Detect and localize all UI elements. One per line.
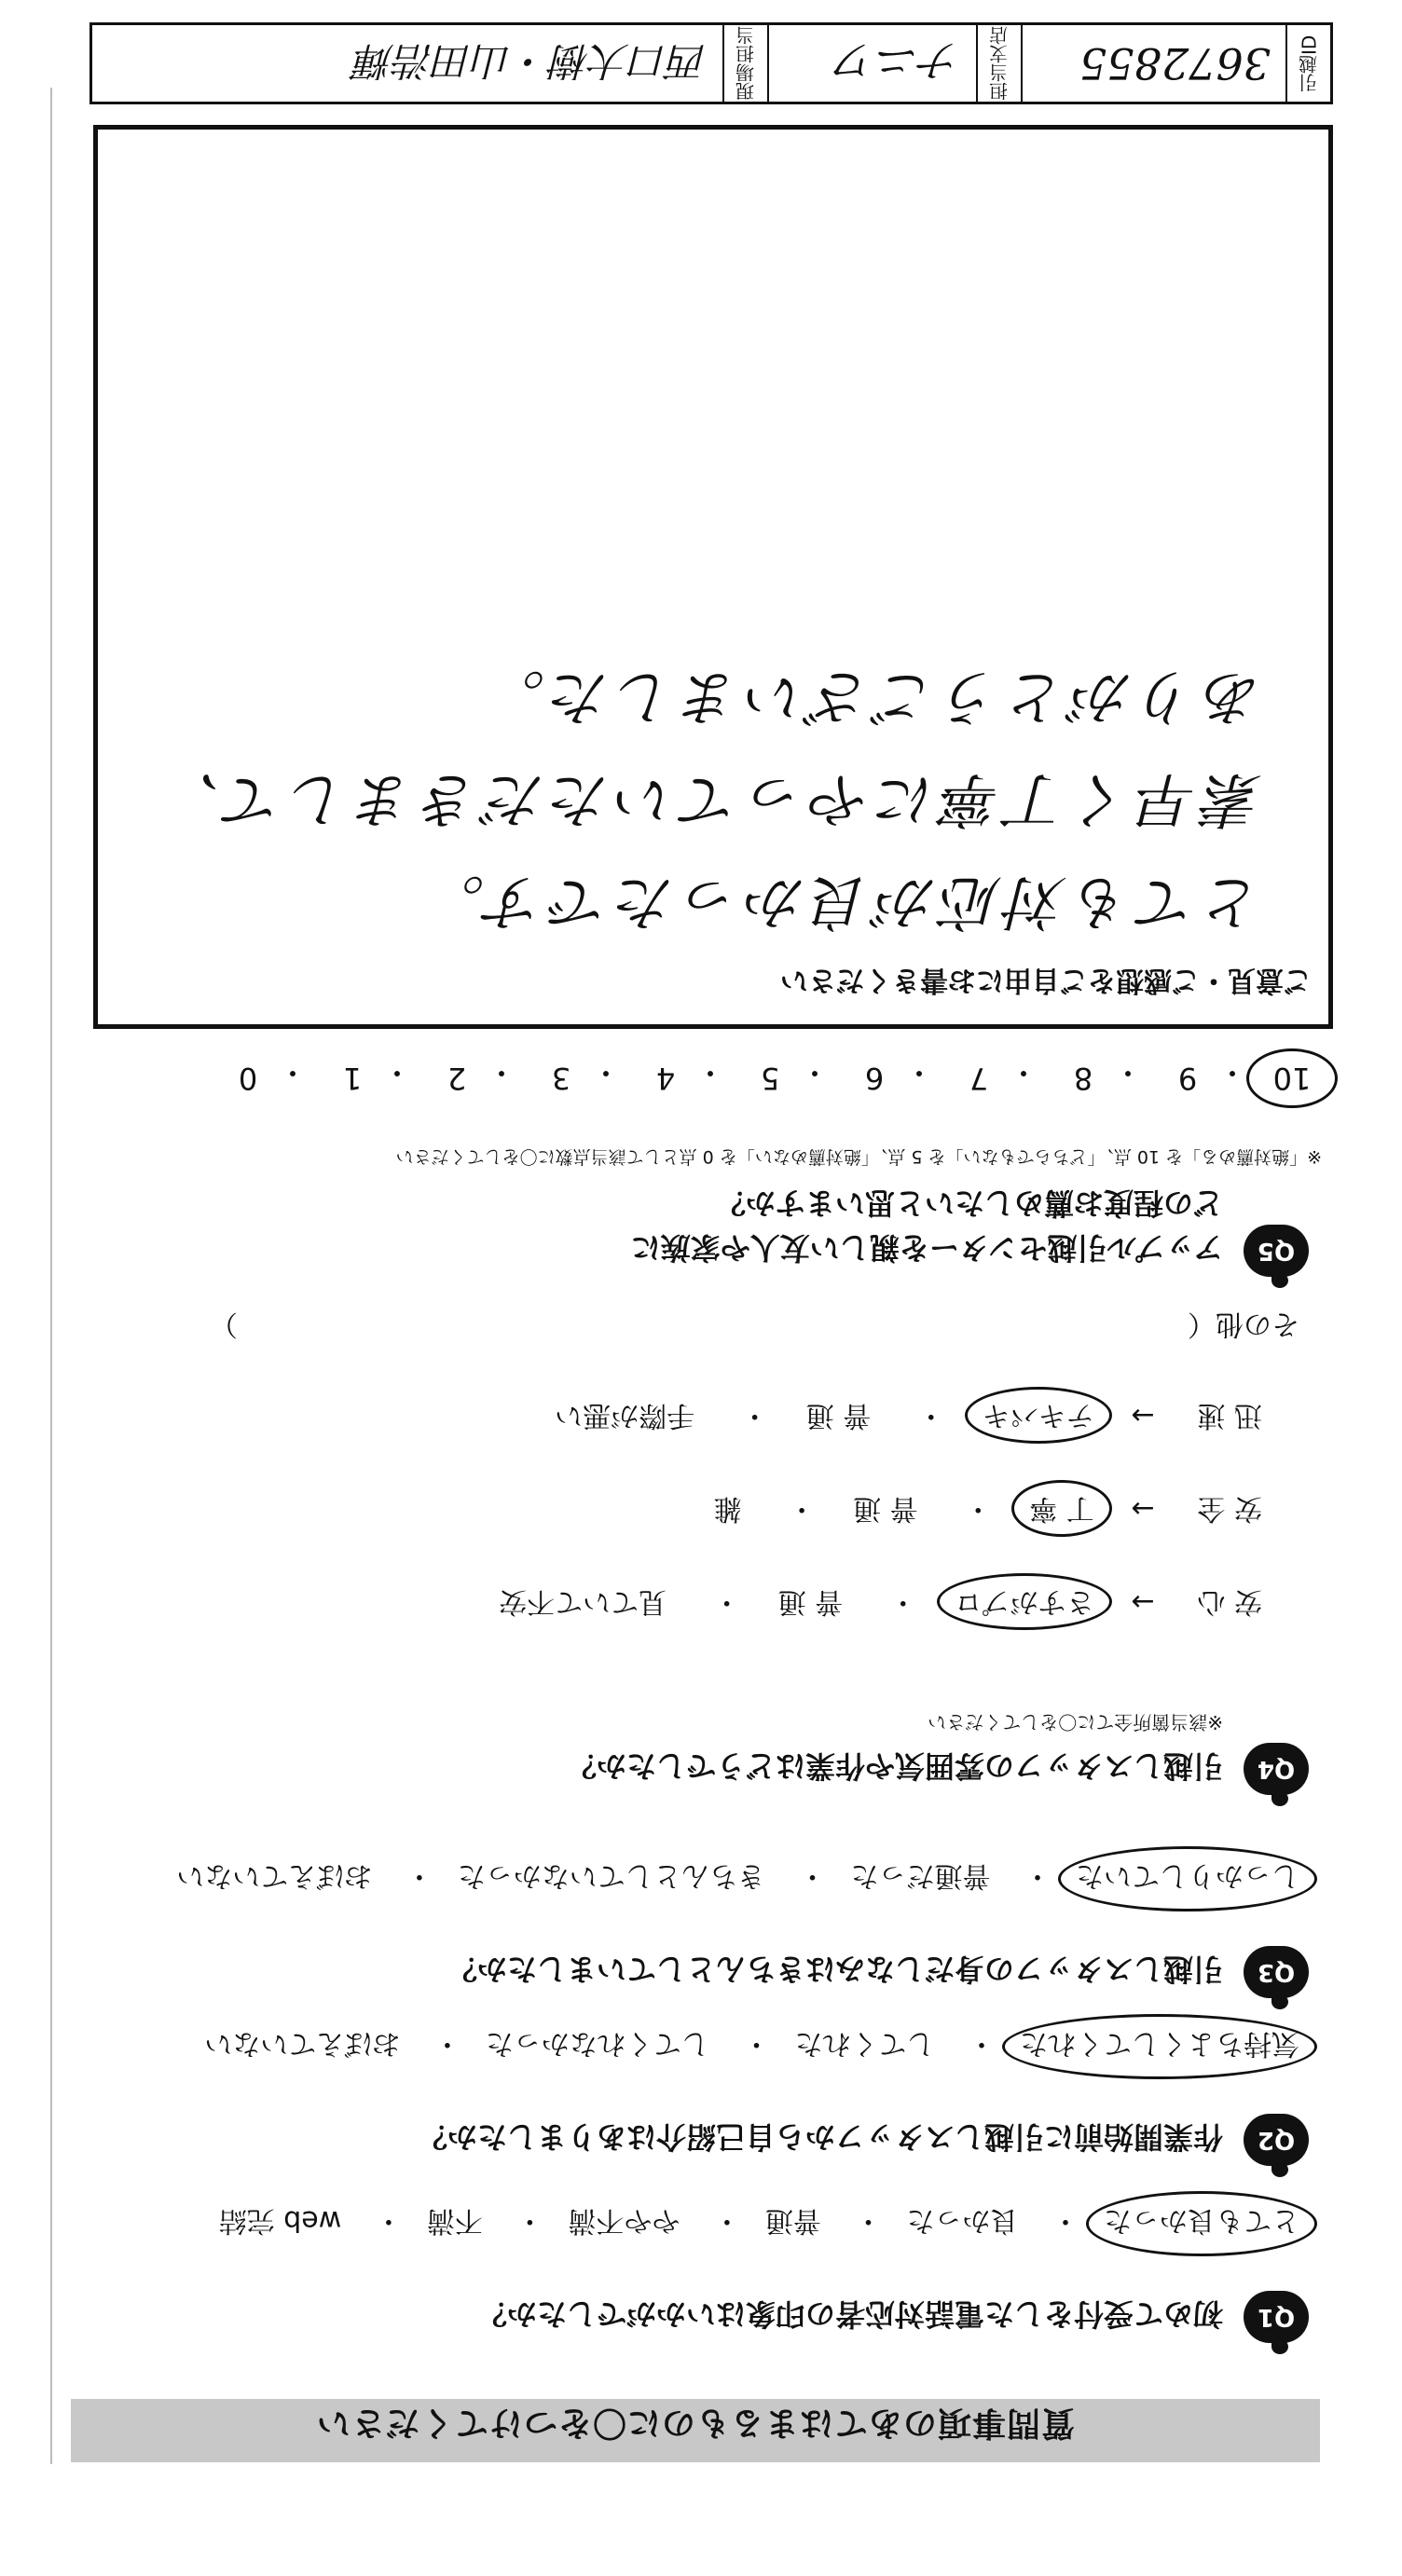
score-option[interactable]: 1 — [342, 1061, 363, 1096]
branch-cell — [767, 25, 1021, 102]
q4-row-label: 安 心 — [1197, 1585, 1262, 1618]
q4-row-anshin: 安 心 → さすがプロ・ 普 通・ 見ていて不安 — [499, 1584, 1262, 1625]
q3-option[interactable]: おぼえていない — [176, 1859, 373, 1892]
q1-option[interactable]: 普通 — [764, 2204, 821, 2237]
move-id-cell — [1021, 25, 1330, 102]
comments-title: ご意見・ご感想をご自由にお書きください — [780, 964, 1312, 996]
q1-text: 初めて受付をした電話対応者の印象はいかがでしたか？ — [476, 2296, 1223, 2332]
q1-option[interactable]: web 完結 — [218, 2204, 342, 2237]
score-option[interactable]: 4 — [655, 1061, 676, 1096]
staff-info-table — [89, 22, 1333, 104]
q4-row-option[interactable]: 普 通 — [805, 1399, 872, 1432]
supervisor-label: 現場担当 — [722, 25, 767, 102]
q1-option[interactable]: やや不満 — [568, 2204, 680, 2237]
instructions-banner — [71, 2399, 1320, 2462]
q2-options: 気持ちよくしてくれた・ してくれた・ してくれなかった・ おぼえていない — [204, 2026, 1299, 2067]
score-option[interactable]: 2 — [447, 1061, 467, 1096]
q4-row-option[interactable]: 見ていて不安 — [499, 1585, 667, 1618]
q5-note: ※「絶対薦める」を 10 点、「どちらでもない」を 5 点、「絶対薦めない」を 0 点として該当点数に〇をしてください — [395, 1146, 1322, 1167]
q2-option[interactable]: おぼえていない — [204, 2027, 401, 2060]
score-option[interactable]: 8 — [1073, 1061, 1093, 1096]
score-10-selected[interactable]: 10 — [1246, 1048, 1338, 1108]
q4-row-option[interactable]: 普 通 — [853, 1492, 918, 1525]
q4-row-option-selected[interactable]: テキパキ — [965, 1387, 1112, 1444]
q1-option[interactable]: 良かった — [906, 2204, 1019, 2237]
page-edge — [50, 88, 52, 2464]
q4-row-label: 迅 速 — [1197, 1399, 1262, 1432]
score-option[interactable]: 3 — [551, 1061, 571, 1096]
q1-option-selected[interactable]: とても良かった — [1086, 2191, 1317, 2256]
q5-text-line1: アップル引越センターを親しい友人や家族に — [630, 1230, 1223, 1266]
q5-text-line2: どの程度お薦めしたいと思いますか？ — [715, 1185, 1223, 1221]
q4-other-close: ） — [209, 1308, 238, 1340]
q4-row-option-selected[interactable]: さすがプロ — [937, 1573, 1112, 1630]
q4-row-option[interactable]: 雑 — [713, 1492, 742, 1525]
q1-badge: Q1 — [1244, 2291, 1309, 2343]
supervisor-cell — [92, 25, 767, 102]
move-id-label: 引越ID — [1285, 25, 1330, 102]
arrow-icon: → — [1131, 1585, 1155, 1618]
q2-option[interactable]: してくれた — [794, 2027, 935, 2060]
q2-text: 作業開始前に引越しスタッフから自己紹介はありましたか？ — [417, 2119, 1223, 2155]
supervisor-value[interactable]: 西口大樹・山田浩輝 — [354, 38, 708, 84]
q2-badge: Q2 — [1244, 2114, 1309, 2166]
q1-options: とても良かった・ 良かった・ 普通・ やや不満・ 不満・ web 完結 — [219, 2203, 1299, 2244]
q3-option-selected[interactable]: しっかりしていた — [1058, 1846, 1317, 1911]
q4-other-label: その他（ — [1188, 1308, 1299, 1340]
q4-text: 引越しスタッフの雰囲気や作業はどうでしたか？ — [566, 1748, 1223, 1784]
instructions-text: 質問事項のあてはまるものに〇をつけてください — [316, 2404, 1076, 2442]
comment-line: ありがとうございました。 — [480, 662, 1263, 731]
q3-option[interactable]: 普通だった — [850, 1859, 991, 1892]
q1-option[interactable]: 不満 — [426, 2204, 483, 2237]
score-option[interactable]: 9 — [1177, 1061, 1198, 1096]
q4-badge: Q4 — [1244, 1743, 1309, 1795]
branch-value[interactable]: ナニワ — [833, 35, 961, 86]
q4-row-option[interactable]: 普 通 — [777, 1585, 844, 1618]
score-option[interactable]: 0 — [238, 1061, 258, 1096]
q3-badge: Q3 — [1244, 1946, 1309, 1998]
q4-other — [210, 1307, 1299, 1348]
q3-option[interactable]: きちんとしていなかった — [457, 1859, 765, 1892]
comment-line: 素早く丁寧にやっていただきまして、 — [155, 764, 1263, 833]
comments-box[interactable] — [93, 125, 1333, 1029]
q3-options: しっかりしていた・ 普通だった・ きちんとしていなかった・ おぼえていない — [176, 1858, 1299, 1899]
survey-page: 質問事項のあてはまるものに〇をつけてください Q1 初めて受付をした電話対応者の印象はいかがでしたか？ とても良かった・ 良かった・ 普通・ やや不満・ 不満・ web 完結 Q2 作業開始前に引越しスタッフから自己紹介はありましたか？ 気持ちよくしてくれた・ してくれた・ してくれなかった・ おぼえていない Q3 引越しスタッフの身だしなみはきちんとしていましたか？ しっかりしていた・ 普通だった・ きちんとしていなかった・ おぼえていない Q4 引越しスタッフの雰囲気や作業はどうでしたか？ ※該当箇所全てに〇をしてください 安 心 → さすがプロ・ 普 通・ 見ていて不安 安 全 → 丁 寧・ 普 通・ 雑 迅 速 → テキパキ・ 普 通・ 手際が悪い その他（ ） Q5 アップル引越センターを親しい友人や家族に どの程度お薦めしたいと思いますか？ ※「絶対薦める」を 10 点、「どちらでもない」を 5 点、「絶対薦めない」を 0 点として該当点数に〇をしてください 10 ・ 9 ・ 8 ・ 7 ・ 6 ・ 5 ・ 4 ・ 3 ・ 2 ・ 1 ・ 0 ご意見・ご感想をご自由にお書きください とても対応が良かったです。 素早く丁寧にやっていただきまして、 ありがとうございました。 引越ID 3672855 担当支店 ナニワ 現場担当 西口大樹・山田浩輝 — [0, 0, 1402, 2576]
q4-note: ※該当箇所全てに〇をしてください — [928, 1711, 1223, 1733]
q2-option[interactable]: してくれなかった — [485, 2027, 709, 2060]
score-option[interactable]: 6 — [864, 1061, 885, 1096]
q4-row-option-selected[interactable]: 丁 寧 — [1011, 1480, 1112, 1537]
q4-row-anzen: 安 全 → 丁 寧・ 普 通・ 雑 — [714, 1491, 1262, 1532]
q5-badge: Q5 — [1244, 1225, 1309, 1277]
score-option[interactable]: 7 — [969, 1061, 989, 1096]
branch-label: 担当支店 — [976, 25, 1021, 102]
q4-row-option[interactable]: 手際が悪い — [555, 1399, 695, 1432]
score-option[interactable]: 5 — [760, 1061, 780, 1096]
q4-row-jinsoku: 迅 速 → テキパキ・ 普 通・ 手際が悪い — [555, 1398, 1262, 1439]
move-id-value[interactable]: 3672855 — [1079, 38, 1271, 89]
q4-row-label: 安 全 — [1197, 1492, 1262, 1525]
q3-text: 引越しスタッフの身だしなみはきちんとしていましたか？ — [447, 1952, 1223, 1987]
arrow-icon: → — [1131, 1399, 1155, 1432]
q2-option-selected[interactable]: 気持ちよくしてくれた — [1002, 2014, 1317, 2079]
comment-line: とても対応が良かったです。 — [419, 867, 1263, 936]
arrow-icon: → — [1131, 1492, 1155, 1525]
